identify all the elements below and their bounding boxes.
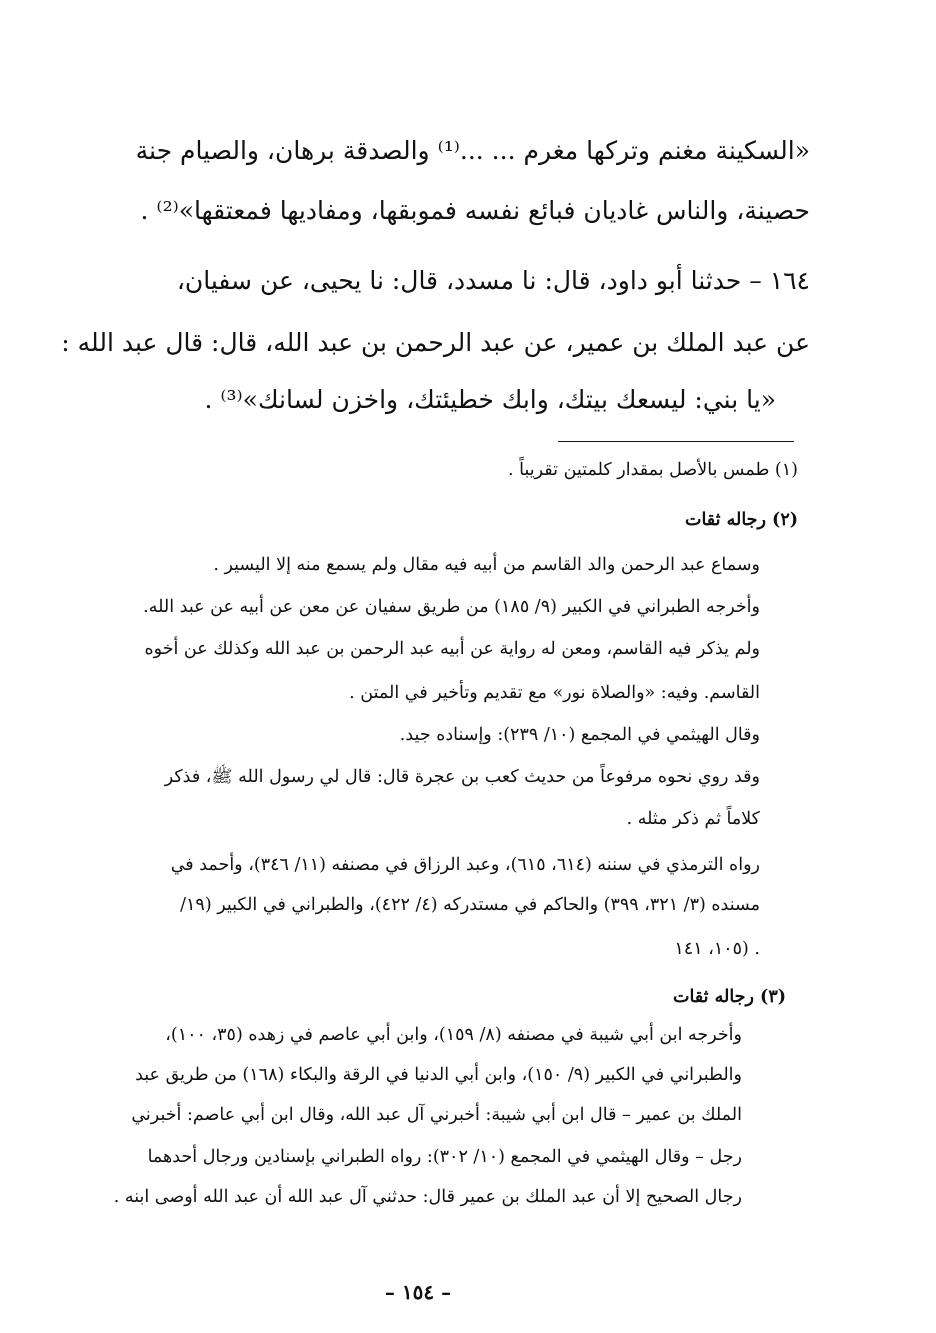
main-text-line-4: عن عبد الملك بن عمير، عن عبد الرحمن بن عبد الله، قال: قال عبد الله : <box>61 328 810 357</box>
footnote-3-heading: (٣) رجاله ثقات <box>673 987 786 1007</box>
page-number: – ١٥٤ – <box>384 1280 452 1304</box>
footnote-3-line-2: والطبراني في الكبير (٩/ ١٥٠)، وابن أبي الدنيا في الرقة والبكاء (١٦٨) من طريق عبد <box>135 1065 742 1085</box>
footnote-1: (١) طمس بالأصل بمقدار كلمتين تقريباً . <box>508 460 798 480</box>
footnote-3-line-4: رجل – وقال الهيثمي في المجمع (١٠/ ٣٠٢): رواه الطبراني بإسنادين ورجال أحدهما <box>147 1147 742 1167</box>
main-text-line-1: «السكينة مغنم وتركها مغرم ... ...⁽¹⁾ والصدقة برهان، والصيام جنة <box>135 136 810 165</box>
footnote-2-line-3: ولم يذكر فيه القاسم، ومعن له رواية عن أبيه عبد الرحمن بن عبد الله وكذلك عن أخوه <box>144 639 760 659</box>
footnote-2-line-8: رواه الترمذي في سننه (٦١٤، ٦١٥)، وعبد الرزاق في مصنفه (١١/ ٣٤٦)، وأحمد في <box>170 855 760 875</box>
footnote-3-line-1: وأخرجه ابن أبي شيبة في مصنفه (٨/ ١٥٩)، وابن أبي عاصم في زهده (٣٥، ١٠٠)، <box>165 1025 742 1045</box>
footnote-2-line-6: وقد روي نحوه مرفوعاً من حديث كعب بن عجرة قال: قال لي رسول الله ﷺ، فذكر <box>164 767 760 787</box>
footnote-2-line-9: مسنده (٣/ ٣٢١، ٣٩٩) والحاكم في مستدركه (٤/ ٤٢٢)، والطبراني في الكبير (١٩/ <box>180 895 760 915</box>
footnote-2-line-4: القاسم. وفيه: «والصلاة نور» مع تقديم وتأخير في المتن . <box>349 683 760 703</box>
footnote-2-line-10: ١٠٥، ١٤١) . <box>674 939 760 959</box>
main-text-line-2: حصينة، والناس غاديان فبائع نفسه فموبقها، ومفاديها فمعتقها»⁽²⁾ . <box>140 196 810 225</box>
footnote-2-heading: (٢) رجاله ثقات <box>685 510 798 530</box>
main-text-line-3: ١٦٤ – حدثنا أبو داود، قال: نا مسدد، قال: نا يحيى، عن سفيان، <box>176 266 810 295</box>
footnote-2-line-5: وقال الهيثمي في المجمع (١٠/ ٢٣٩): وإسناده جيد. <box>399 725 760 745</box>
footnote-2-line-7: كلاماً ثم ذكر مثله . <box>626 809 760 829</box>
footnote-3-line-5: رجال الصحيح إلا أن عبد الملك بن عمير قال: حدثني آل عبد الله أن عبد الله أوصى ابنه . <box>113 1187 742 1207</box>
footnote-2-line-2: وأخرجه الطبراني في الكبير (٩/ ١٨٥) من طريق سفيان عن معن عن أبيه عن عبد الله. <box>143 597 760 617</box>
main-text-line-5: «يا بني: ليسعك بيتك، وابك خطيئتك، واخزن لسانك»⁽³⁾ . <box>204 385 776 414</box>
footnote-3-line-3: الملك بن عمير – قال ابن أبي شيبة: أخبرني آل عبد الله، وقال ابن أبي عاصم: أخبرني <box>131 1105 742 1125</box>
footnote-2-line-1: وسماع عبد الرحمن والد القاسم من أبيه فيه مقال ولم يسمع منه إلا اليسير . <box>213 555 760 575</box>
footnote-separator <box>558 441 794 442</box>
